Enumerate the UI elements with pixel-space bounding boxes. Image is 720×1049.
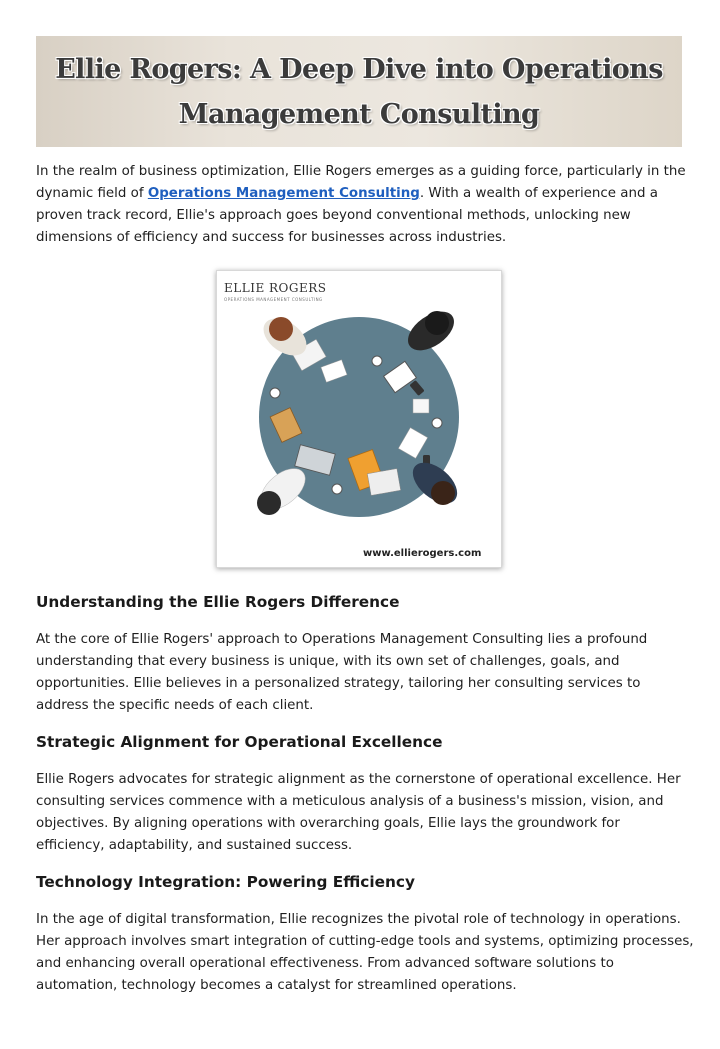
section-heading-technology: Technology Integration: Powering Efficiency [36, 873, 415, 891]
intro-text-after: . With a wealth of experience and a proven track record, Ellie's approach goes beyond conventional methods, unlocking new dimensions of efficiency and success for businesses across industries. [36, 186, 658, 245]
operations-consulting-link[interactable]: Operations Management Consulting [147, 186, 420, 201]
brand-subtitle: OPERATIONS MANAGEMENT CONSULTING [224, 297, 323, 302]
paper-sheet [413, 399, 429, 413]
section-body-difference: At the core of Ellie Rogers' approach to Operations Management Consulting lies a profound understanding that every business is unique, with its own set of challenges, goals, and opportunities. Ellie believes in a personalized strategy, tailoring her consulting services to address the specific needs of each client. [36, 632, 648, 713]
meeting-illustration [216, 270, 502, 568]
person-bottom-right-head [431, 481, 455, 505]
intro-paragraph [36, 161, 686, 249]
intro-text-before: In the realm of business optimization, Ellie Rogers emerges as a guiding force, particularly in the dynamic field of [36, 164, 686, 201]
section-body-technology: In the age of digital transformation, Ellie recognizes the pivotal role of technology in operations. Her approach involves smart integration of cutting-edge tools and systems, optimizing processes, and enhancing overall operational effectiveness. From advanced software solutions to automation, technology becomes a catalyst for streamlined operations. [36, 912, 694, 993]
person-bottom-left-head [257, 491, 281, 515]
coffee-cup [270, 388, 280, 398]
brand-logo: ELLIE ROGERS [224, 281, 327, 295]
meeting-table-illustration [217, 271, 503, 569]
section-heading-alignment: Strategic Alignment for Operational Excellence [36, 733, 443, 751]
page-title: Ellie Rogers: A Deep Dive into Operations Management Consulting [55, 53, 663, 130]
coffee-cup [432, 418, 442, 428]
person-top-left-head [269, 317, 293, 341]
section-heading-difference: Understanding the Ellie Rogers Difference [36, 593, 400, 611]
coffee-cup [372, 356, 382, 366]
title-banner [36, 36, 682, 147]
website-url: www.ellierogers.com [363, 548, 482, 559]
person-top-right-head [425, 311, 449, 335]
section-body-alignment: Ellie Rogers advocates for strategic alignment as the cornerstone of operational excellence. Her consulting services commence with a meticulous analysis of a business's mission, vision, and objectives. By aligning operations with overarching goals, Ellie lays the groundwork for efficiency, adaptability, and sustained success. [36, 772, 681, 853]
coffee-cup [332, 484, 342, 494]
